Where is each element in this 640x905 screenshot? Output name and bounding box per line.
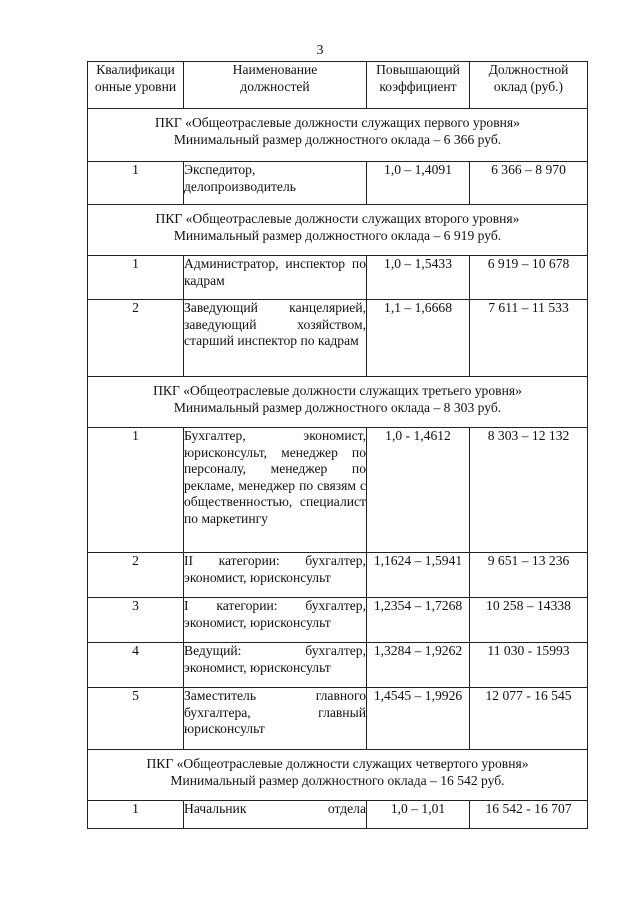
salary-table	[87, 61, 588, 829]
table-row	[88, 553, 588, 598]
row-position-name: I категории: бухгалтер, экономист, юрисконсульт	[184, 598, 367, 643]
row-salary: 6 919 – 10 678	[470, 256, 588, 300]
row-salary: 10 258 – 14338	[470, 598, 588, 643]
row-position-name: Ведущий: бухгалтер, экономист, юрисконсульт	[184, 643, 367, 688]
group-title: ПКГ «Общеотраслевые должности служащих второго уровня»	[155, 211, 520, 226]
group-min-salary: Минимальный размер должностного оклада – 16 542 руб.	[170, 772, 505, 788]
row-coefficient: 1,1624 – 1,5941	[367, 553, 470, 598]
row-coefficient: 1,0 - 1,4612	[367, 428, 470, 553]
row-level: 2	[88, 553, 184, 598]
group-header-row	[88, 377, 588, 428]
row-salary: 11 030 - 15993	[470, 643, 588, 688]
table-row	[88, 801, 588, 829]
row-level: 3	[88, 598, 184, 643]
row-coefficient: 1,0 – 1,4091	[367, 162, 470, 205]
page-number: 3	[316, 43, 324, 58]
row-level: 4	[88, 643, 184, 688]
row-salary: 7 611 – 11 533	[470, 300, 588, 377]
row-position-name: Заведующий канцелярией, заведующий хозяйством, старший инспектор по кадрам	[184, 300, 367, 377]
table-row	[88, 162, 588, 205]
group-title: ПКГ «Общеотраслевые должности служащих первого уровня»	[155, 115, 520, 130]
header-qualification-level: Квалификаци онные уровни	[88, 62, 184, 109]
group-title: ПКГ «Общеотраслевые должности служащих четвертого уровня»	[146, 756, 529, 771]
row-coefficient: 1,3284 – 1,9262	[367, 643, 470, 688]
group-header-row	[88, 750, 588, 801]
row-coefficient: 1,1 – 1,6668	[367, 300, 470, 377]
row-salary: 8 303 – 12 132	[470, 428, 588, 553]
header-coefficient: Повышающий коэффициент	[367, 62, 470, 109]
row-level: 1	[88, 162, 184, 205]
row-position-name: Бухгалтер, экономист, юрисконсульт, менеджер по персоналу, менеджер по рекламе, менеджер по связям с общественностью, специалист по маркетингу	[184, 428, 367, 553]
group-header-row	[88, 109, 588, 162]
header-salary: Должностной оклад (руб.)	[470, 62, 588, 109]
table-row	[88, 643, 588, 688]
table-row	[88, 428, 588, 553]
row-level: 2	[88, 300, 184, 377]
row-position-name: Экспедитор, делопроизводитель	[184, 162, 367, 205]
row-salary: 6 366 – 8 970	[470, 162, 588, 205]
group-title: ПКГ «Общеотраслевые должности служащих третьего уровня»	[153, 383, 522, 398]
row-salary: 9 651 – 13 236	[470, 553, 588, 598]
row-salary: 16 542 - 16 707	[470, 801, 588, 829]
table-header-row	[88, 62, 588, 109]
table-row	[88, 256, 588, 300]
row-position-name: Начальник отдела	[184, 801, 367, 829]
row-level: 1	[88, 256, 184, 300]
table-row	[88, 688, 588, 750]
header-position-name: Наименование должностей	[184, 62, 367, 109]
row-position-name: Администратор, инспектор по кадрам	[184, 256, 367, 300]
row-coefficient: 1,0 – 1,5433	[367, 256, 470, 300]
group-min-salary: Минимальный размер должностного оклада – 8 303 руб.	[173, 399, 502, 415]
table-row	[88, 300, 588, 377]
row-level: 1	[88, 801, 184, 829]
group-min-salary: Минимальный размер должностного оклада – 6 366 руб.	[173, 131, 502, 147]
row-position-name: Заместитель главного бухгалтера, главный юрисконсульт	[184, 688, 367, 750]
row-salary: 12 077 - 16 545	[470, 688, 588, 750]
row-coefficient: 1,2354 – 1,7268	[367, 598, 470, 643]
row-level: 5	[88, 688, 184, 750]
group-min-salary: Минимальный размер должностного оклада – 6 919 руб.	[173, 227, 502, 243]
row-coefficient: 1,4545 – 1,9926	[367, 688, 470, 750]
row-coefficient: 1,0 – 1,01	[367, 801, 470, 829]
group-header-row	[88, 205, 588, 256]
row-position-name: II категории: бухгалтер, экономист, юрисконсульт	[184, 553, 367, 598]
table-row	[88, 598, 588, 643]
row-level: 1	[88, 428, 184, 553]
